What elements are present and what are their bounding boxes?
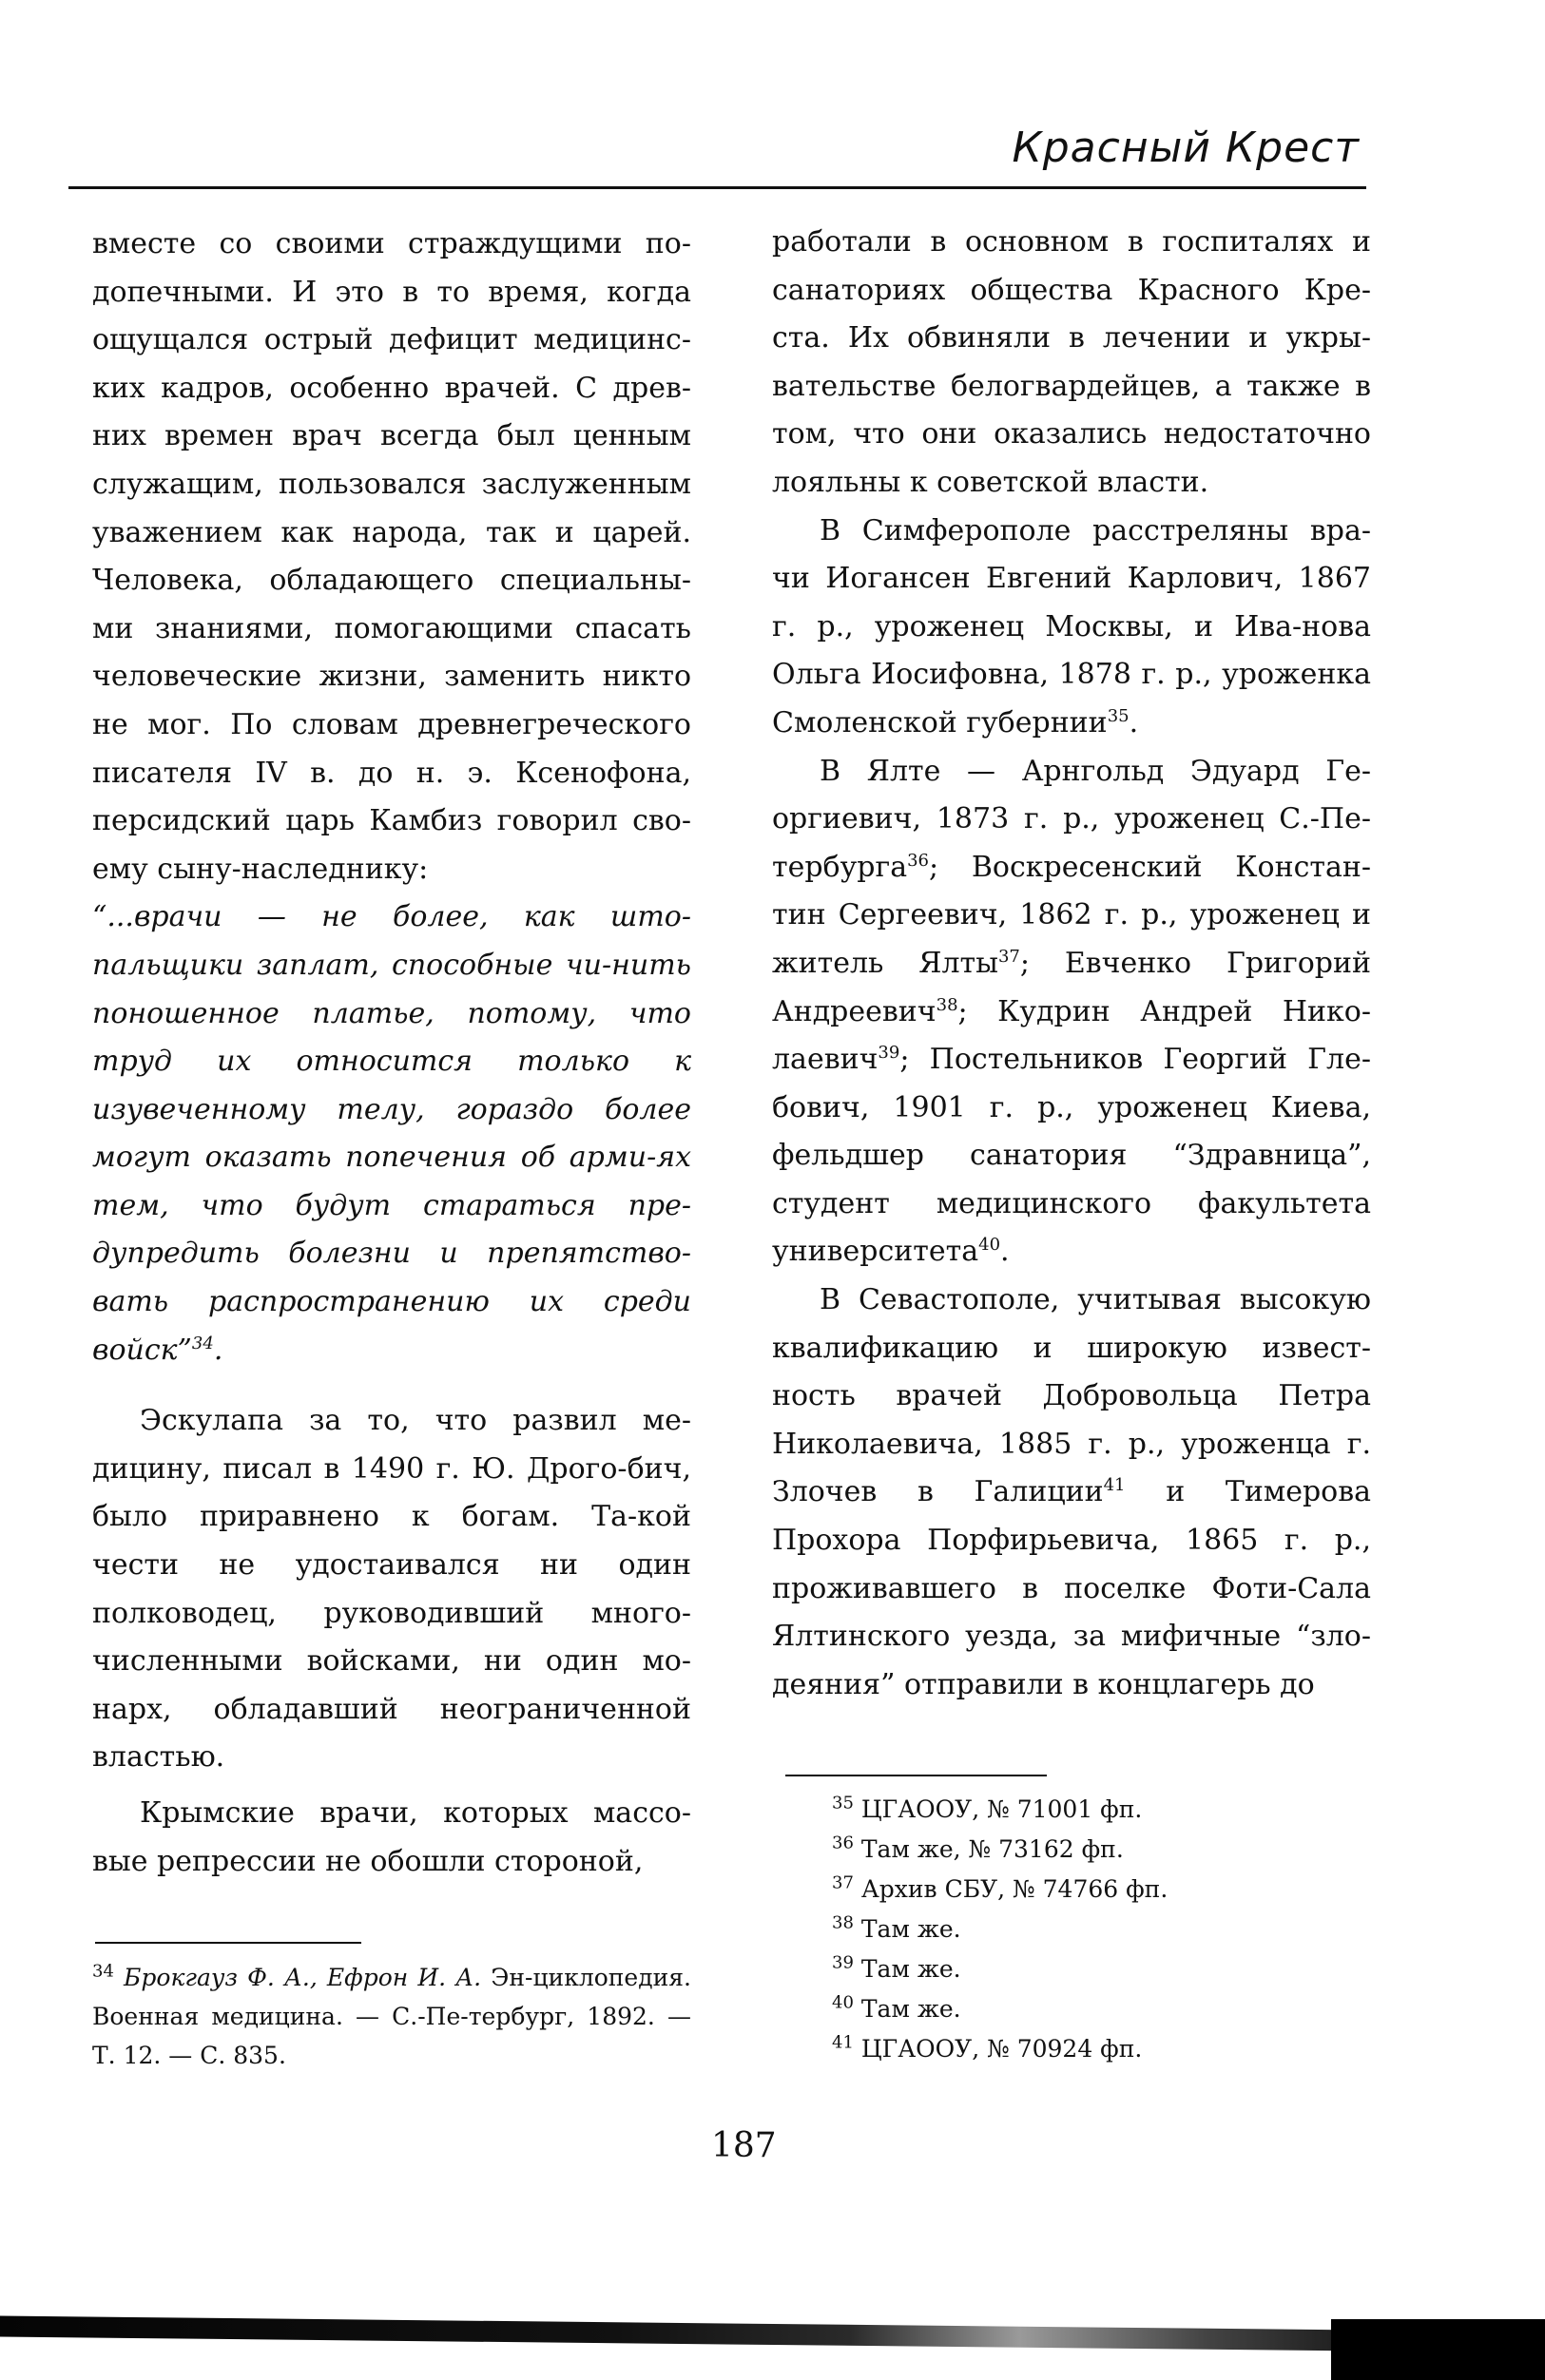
footnote-39: $^{39}$ Там же. xyxy=(832,1952,961,1983)
footnote-ref: 36 xyxy=(907,850,929,871)
left-paragraph-2: Эскулапа за то, что развил ме-дицину, писал в 1490 г. Ю. Дрого-бич, было приравнено к богам. Та-кой чести не удостаивался ни один полководец, руководивший много-численными войсками, ни один мо-нарх, обладавший неограниченной властью. xyxy=(92,1404,691,1775)
left-paragraph-1: вместе со своими страждущими по-допечными. И это в то время, когда ощущался острый дефицит медицинс-ких кадров, особенно врачей. С древ-них времен врач всегда был ценным служащим, пользовался заслуженным уважением как народа, так и царей. Человека, обладающего специальны-ми знаниями, помогающими спасать человеческие жизни, заменить никто не мог. По словам древнегреческого писателя IV в. до н. э. Ксенофона, персидский царь Камбиз говорил сво-ему сыну-наследнику: xyxy=(92,227,691,886)
footnote-37: $^{37}$ Архив СБУ, № 74766 фп. xyxy=(832,1872,1168,1903)
scan-edge-shadow xyxy=(0,2315,1545,2352)
footnote-ref: 41 xyxy=(1103,1475,1126,1496)
footnote-ref: 35 xyxy=(1107,705,1130,726)
scan-corner-shadow xyxy=(1331,2319,1545,2380)
xenophon-quote: “...врачи — не более, как што-пальщики заплат, способные чи-нить поношенное платье, потому, что труд их относится только к изувеченному телу, гораздо более могут оказать попечения об арми-ях тем, что будут стараться пре-дупредить болезни и препятство-вать распространению их среди войск”$^{34}$. xyxy=(92,900,691,1367)
footnote-ref: 39 xyxy=(878,1043,900,1064)
right-paragraph-2: В Симферополе расстреляны вра-чи Иогансен Евгений Карлович, 1867 г. р., уроженец Москвы, и Ива-нова Ольга Иосифовна, 1878 г. р., уроженка Смоленской губернии$^{35}$. xyxy=(772,513,1371,739)
left-column xyxy=(92,221,691,1886)
footnote-rule-right xyxy=(785,1775,1047,1776)
header-rule xyxy=(68,186,1366,189)
footnote-35: $^{35}$ ЦГАООУ, № 71001 фп. xyxy=(832,1793,1143,1823)
footnote-34: $^{34}$ Брокгауз Ф. А., Ефрон И. А. Эн-циклопедия. Военная медицина. — С.-Пе-тербург, 1892. — Т. 12. — С. 835. xyxy=(92,1961,692,2069)
running-head: Красный Крест xyxy=(1012,124,1360,172)
footnote-38: $^{38}$ Там же. xyxy=(832,1912,961,1943)
footnote-36: $^{36}$ Там же, № 73162 фп. xyxy=(832,1833,1124,1863)
footnote-ref: 38 xyxy=(936,994,958,1015)
footnote-ref: 34 xyxy=(191,1333,214,1353)
right-paragraph-4: В Севастополе, учитывая высокую квалификацию и широкую извест-ность врачей Добровольца Петра Николаевича, 1885 г. р., уроженца г. Злочев в Галиции$^{41}$ и Тимерова Прохора Порфирьевича, 1865 г. р., проживавшего в поселке Фоти-Сала Ялтинского уезда, за мифичные “зло-деяния” отправили в концлагерь до xyxy=(772,1283,1371,1701)
footnote-ref: 37 xyxy=(997,946,1020,967)
footnote-40: $^{40}$ Там же. xyxy=(832,1992,961,2023)
right-column xyxy=(772,219,1371,1709)
page-number: 187 xyxy=(711,2126,777,2165)
footnote-rule-left xyxy=(95,1942,361,1944)
left-paragraph-3: Крымские врачи, которых массо-вые репрессии не обошли стороной, xyxy=(92,1796,691,1878)
footnotes-right xyxy=(832,1790,1307,2069)
footnote-ref: 40 xyxy=(978,1235,1001,1256)
footnote-41: $^{41}$ ЦГАООУ, № 70924 фп. xyxy=(832,2032,1143,2063)
quote-text: “...врачи — не более, как што-пальщики заплат, способные чи-нить поношенное платье, потому, что труд их относится только к изувеченному телу, гораздо более могут оказать попечения об арми-ях тем, что будут стараться пре-дупредить болезни и препятство-вать распространению их среди войск” xyxy=(92,900,691,1367)
right-paragraph-1: работали в основном в госпиталях и санаториях общества Красного Кре-ста. Их обвиняли в лечении и укры-вательстве белогвардейцев, а также в том, что они оказались недостаточно лояльны к советской власти. xyxy=(772,225,1371,499)
right-paragraph-3: В Ялте — Арнгольд Эдуард Ге-оргиевич, 1873 г. р., уроженец С.-Пе-тербурга$^{36}$; Воскресенский Констан-тин Сергеевич, 1862 г. р., уроженец и житель Ялты$^{37}$; Евченко Григорий Андреевич$^{38}$; Кудрин Андрей Нико-лаевич$^{39}$; Постельников Георгий Гле-бович, 1901 г. р., уроженец Киева, фельдшер санатория “Здравница”, студент медицинского факультета университета$^{40}$. xyxy=(772,754,1371,1269)
